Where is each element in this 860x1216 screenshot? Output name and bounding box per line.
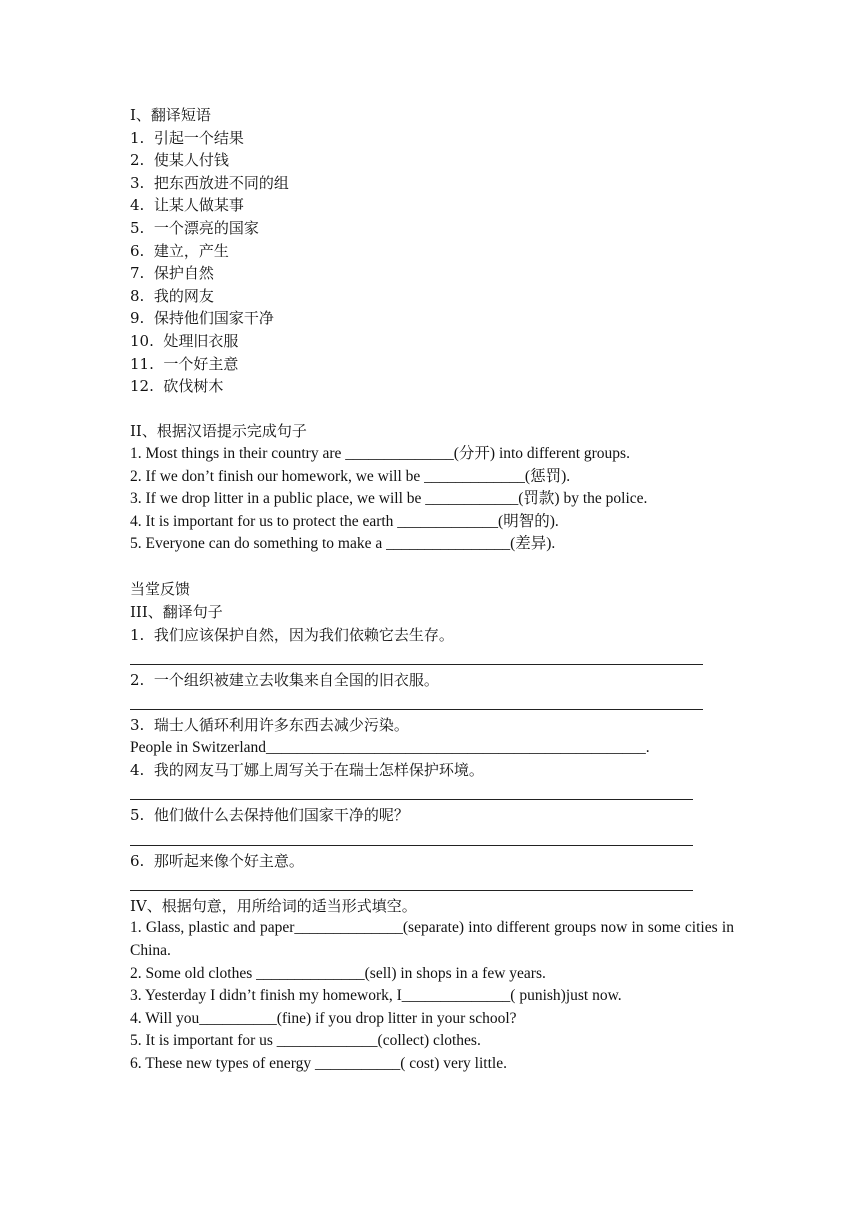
answer-line-1[interactable]: [130, 646, 734, 669]
verb-form-item: 2. Some old clothes ______________(sell) in shops in a few years.: [130, 964, 546, 982]
phrase-item: 4. 让某人做某事: [130, 196, 244, 215]
phrase-item: 12. 砍伐树木: [130, 377, 224, 396]
fill-sentence: 5. Everyone can do something to make a ________________(差异).: [130, 535, 556, 553]
phrase-item: 10. 处理旧衣服: [130, 331, 239, 350]
fill-sentence: 3. If we drop litter in a public place, we will be ____________(罚款) by the police.: [130, 490, 648, 508]
verb-form-item: 5. It is important for us _____________(collect) clothes.: [130, 1032, 481, 1050]
phrase-item: 6. 建立，产生: [130, 241, 229, 260]
section-2-heading: II、根据汉语提示完成句子: [130, 422, 307, 441]
phrase-item: 7. 保护自然: [130, 264, 214, 283]
translate-question-5: 5. 他们做什么去保持他们国家干净的呢？: [130, 806, 409, 825]
verb-form-item: 3. Yesterday I didn’t finish my homework, I______________( punish)just now.: [130, 987, 622, 1005]
translate-question-1: 1. 我们应该保护自然，因为我们依赖它去生存。: [130, 625, 454, 644]
phrase-item: 8. 我的网友: [130, 286, 214, 305]
fill-sentence: 1. Most things in their country are ______________(分开) into different groups.: [130, 444, 630, 462]
verb-form-item: 4. Will you__________(fine) if you drop litter in your school?: [130, 1009, 517, 1027]
answer-line-4[interactable]: [130, 782, 734, 805]
translate-question-4: 4. 我的网友马丁娜上周写关于在瑞士怎样保护环境。: [130, 761, 484, 780]
translate-question-6: 6. 那听起来像个好主意。: [130, 851, 304, 870]
section-4-heading: IV、根据句意，用所给词的适当形式填空。: [130, 896, 417, 915]
phrase-item: 5. 一个漂亮的国家: [130, 218, 259, 237]
worksheet: [130, 104, 734, 1076]
answer-line-2[interactable]: [130, 691, 734, 714]
phrase-item: 1. 引起一个结果: [130, 128, 244, 147]
phrase-item: 9. 保持他们国家干净: [130, 309, 274, 328]
answer-line-3[interactable]: People in Switzerland_________________________________________________.: [130, 738, 650, 756]
section-1-heading: I、翻译短语: [130, 106, 211, 124]
fill-sentence: 4. It is important for us to protect the earth _____________(明智的).: [130, 512, 559, 530]
verb-form-item-1: 1. Glass, plastic and paper______________(separate) into different groups now in some cities in China.: [130, 919, 734, 959]
phrase-item: 3. 把东西放进不同的组: [130, 173, 289, 192]
phrase-item: 2. 使某人付钱: [130, 151, 229, 170]
translate-question-2: 2. 一个组织被建立去收集来自全国的旧衣服。: [130, 670, 439, 689]
fill-sentence: 2. If we don’t finish our homework, we will be _____________(惩罚).: [130, 467, 571, 485]
answer-line-5[interactable]: [130, 827, 734, 850]
phrase-item: 11. 一个好主意: [130, 354, 239, 373]
section-3-heading: III、翻译句子: [130, 603, 223, 622]
answer-line-6[interactable]: [130, 872, 734, 895]
feedback-heading: 当堂反馈: [130, 580, 191, 599]
translate-question-3: 3. 瑞士人循环利用许多东西去减少污染。: [130, 716, 409, 735]
verb-form-item: 6. These new types of energy ___________( cost) very little.: [130, 1054, 507, 1072]
